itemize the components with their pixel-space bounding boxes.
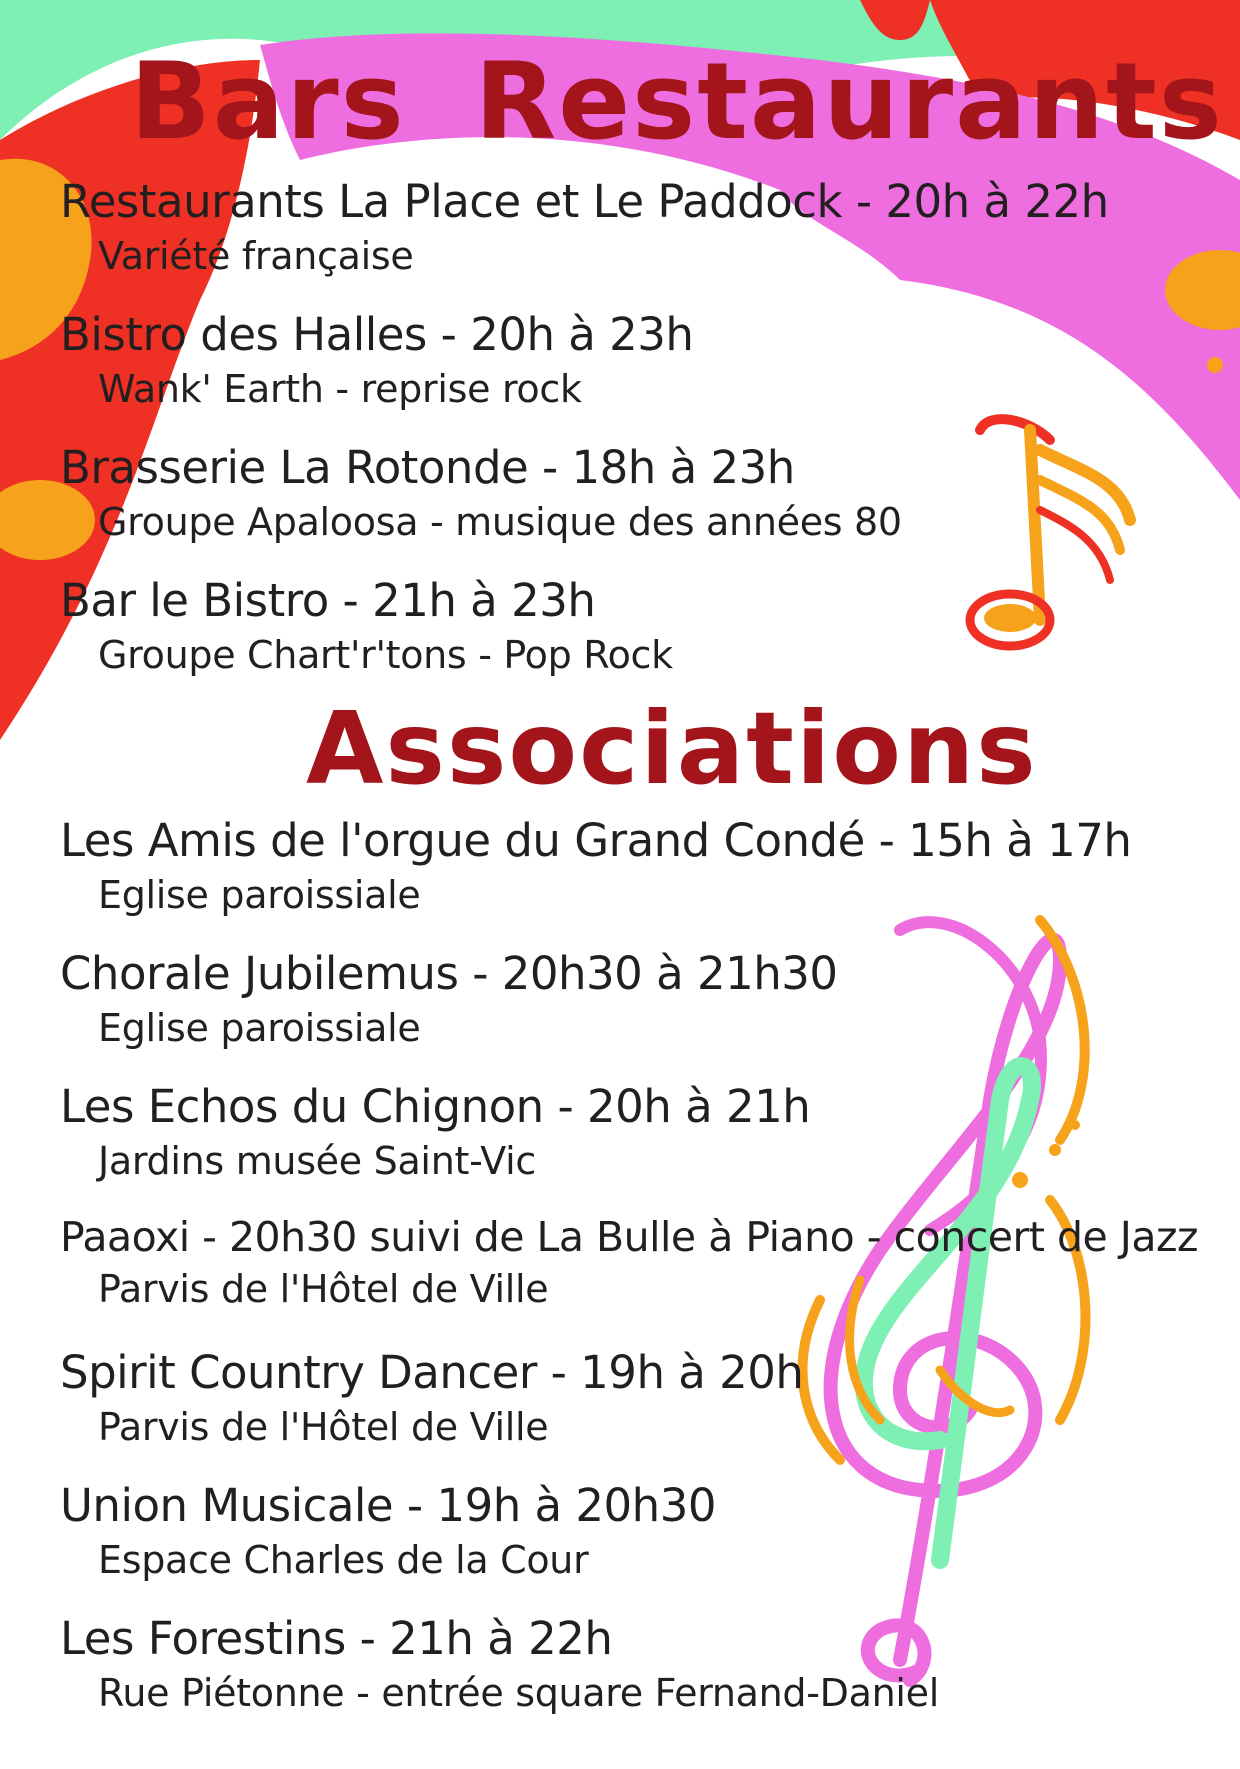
association-entry [60,1612,939,1715]
entry-name: Brasserie La Rotonde - 18h à 23h [60,441,795,494]
entry-name: Bar le Bistro - 21h à 23h [60,574,596,627]
bar-entry [60,574,673,677]
entry-name: Les Amis de l'orgue du Grand Condé - 15h à 17h [60,814,1132,867]
entry-name: Paaoxi - 20h30 suivi de La Bulle à Piano - concert de Jazz [60,1213,1198,1261]
entry-name: Union Musicale - 19h à 20h30 [60,1479,716,1532]
entry-detail: Eglise paroissiale [98,1006,421,1050]
entry-detail: Wank' Earth - reprise rock [98,367,582,411]
bar-entry [60,308,693,411]
entry-detail: Groupe Chart'r'tons - Pop Rock [98,633,673,677]
association-entry [60,1346,803,1449]
association-entry [60,1213,1198,1311]
association-entry [60,1080,810,1183]
bar-entry [60,441,902,544]
entry-detail: Parvis de l'Hôtel de Ville [98,1405,549,1449]
entry-detail: Variété française [98,234,414,278]
bar-entry [60,175,1109,278]
entry-detail: Jardins musée Saint-Vic [98,1139,536,1183]
entry-name: Bistro des Halles - 20h à 23h [60,308,694,361]
entry-name: Chorale Jubilemus - 20h30 à 21h30 [60,947,838,1000]
entry-detail: Parvis de l'Hôtel de Ville [98,1267,549,1311]
entry-detail: Rue Piétonne - entrée square Fernand-Daniel [98,1671,939,1715]
entry-detail: Eglise paroissiale [98,873,421,917]
section-title-bars-restaurants: Bars Restaurants [130,40,1224,163]
entry-detail: Espace Charles de la Cour [98,1538,589,1582]
association-entry [60,814,1131,917]
entry-detail: Groupe Apaloosa - musique des années 80 [98,500,902,544]
section-title-associations: Associations [306,690,1038,807]
association-entry [60,947,838,1050]
entry-name: Les Echos du Chignon - 20h à 21h [60,1080,811,1133]
entry-name: Les Forestins - 21h à 22h [60,1612,613,1665]
association-entry [60,1479,716,1582]
entry-name: Spirit Country Dancer - 19h à 20h [60,1346,804,1399]
entry-name: Restaurants La Place et Le Paddock - 20h à 22h [60,175,1109,228]
